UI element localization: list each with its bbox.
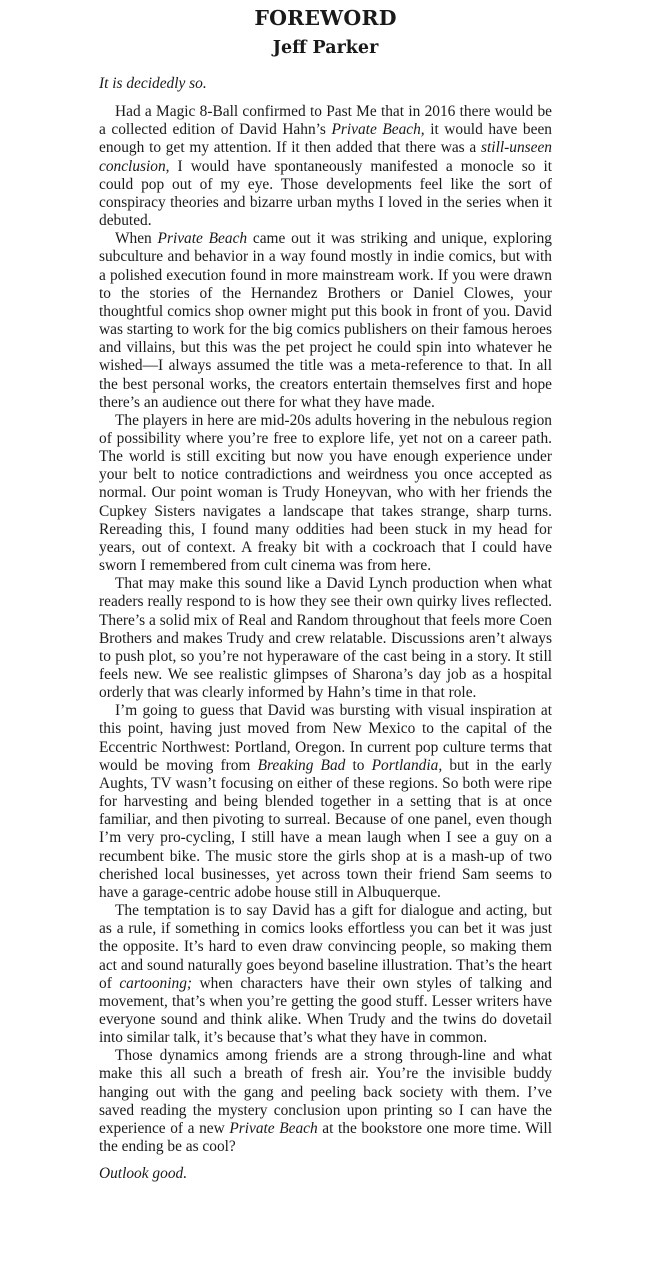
foreword-body	[99, 75, 552, 1183]
opening-line: It is decidedly so.	[99, 75, 207, 92]
page-title: FOREWORD	[254, 6, 397, 30]
paragraph-7: Those dynamics among friends are a strong through-line and what make this all such a breath of fresh air. You’re the invisible buddy hanging out with the gang and peeling back society with them. I’ve saved reading the mystery conclusion upon printing so I can have the experience of a new Private Beach at the bookstore one more time. Will the ending be as cool?	[99, 1047, 552, 1156]
paragraph-6: The temptation is to say David has a gift for dialogue and acting, but as a rule, if something in comics looks effortless you can bet it was just the opposite. It’s hard to even draw convincing people, so making them act and sound naturally goes beyond baseline illustration. That’s the heart of cartooning; when characters have their own styles of talking and movement, that’s when you’re getting the good stuff. Lesser writers have everyone sound and think alike. When Trudy and the twins do dovetail into similar talk, it’s because that’s what they have in common.	[99, 902, 552, 1047]
closing-line: Outlook good.	[99, 1165, 188, 1183]
paragraph-5: I’m going to guess that David was bursting with visual inspiration at this point, having just moved from New Mexico to the capital of the Eccentric Northwest: Portland, Oregon. In current pop culture terms that would be moving from Breaking Bad to Portlandia, but in the early Aughts, TV wasn’t focusing on either of these regions. So both were ripe for harvesting and being blended together in a setting that is at once familiar, and then pivoting to surreal. Because of one panel, even though I’m very pro-cycling, I still have a mean laugh when I see a guy on a recumbent bike. The music store the girls shop at is a mash-up of two cherished local businesses, yet across town their friend Sam seems to have a garage-centric adobe house still in Albuquerque.	[99, 702, 552, 901]
author-name: Jeff Parker	[272, 38, 379, 58]
paragraph-1: Had a Magic 8-Ball confirmed to Past Me that in 2016 there would be a collected edition of David Hahn’s Private Beach, it would have been enough to get my attention. If it then added that there was a still-unseen conclusion, I would have spontaneously manifested a monocle so it could pop out of my eye. Those developments feel like the sort of conspiracy theories and bizarre urban myths I loved in the series when it debuted.	[99, 103, 552, 230]
paragraph-4: That may make this sound like a David Lynch production when what readers really respond to is how they see their own quirky lives reflected. There’s a solid mix of Real and Random throughout that feels more Coen Brothers and makes Trudy and crew relatable. Discussions aren’t always to push plot, so you’re not hyperaware of the cast being in a story. It still feels new. We see realistic glimpses of Sharona’s day job as a hospital orderly that was clearly informed by Hahn’s time in that role.	[99, 575, 552, 702]
paragraph-2: When Private Beach came out it was striking and unique, exploring subculture and behavior in a way found mostly in indie comics, but with a polished execution found in more mainstream work. If you were drawn to the stories of the Hernandez Brothers or Daniel Clowes, your thoughtful comics shop owner might put this book in front of you. David was starting to work for the big comics publishers on their famous heroes and villains, but this was the pet project he could spin into whatever he wished—I always assumed the title was a meta-reference to that. In all the best personal works, the creators entertain themselves first and hope there’s an audience out there for what they have made.	[99, 230, 552, 411]
paragraph-3: The players in here are mid-20s adults hovering in the nebulous region of possibility where you’re free to explore life, yet not on a career path. The world is still exciting but now you have enough experience under your belt to notice contradictions and weirdness you once accepted as normal. Our point woman is Trudy Honeyvan, who with her friends the Cupkey Sisters navigates a landscape that takes strange, sharp turns. Rereading this, I found many oddities had been stuck in my head for years, out of context. A freaky bit with a cockroach that I could have sworn I remembered from cult cinema was from here.	[99, 411, 552, 575]
foreword-page	[99, 6, 552, 1183]
